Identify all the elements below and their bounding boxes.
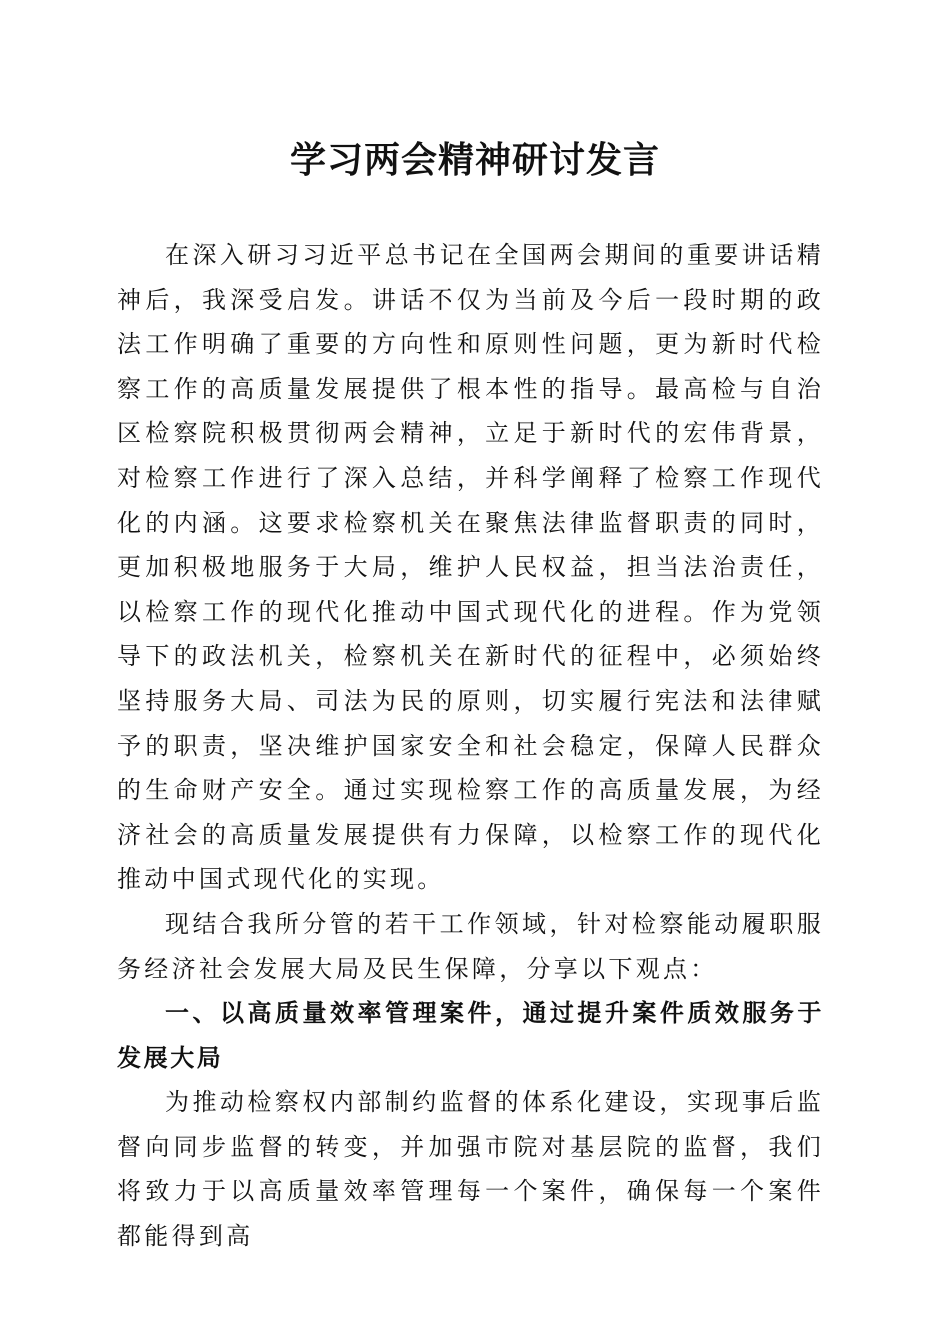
section-heading: 一、以高质量效率管理案件，通过提升案件质效服务于发展大局 (117, 999, 824, 1072)
document-title: 学习两会精神研讨发言 (289, 139, 660, 181)
intro-paragraph: 在深入研习习近平总书记在全国两会期间的重要讲话精神后，我深受启发。讲话不仅为当前及今后一段时期的政法工作明确了重要的方向性和原则性问题，更为新时代检察工作的高质量发展提供了根本性的指导。最高检与自治区检察院积极贯彻两会精神，立足于新时代的宏伟背景，对检察工作进行了深入总结，并科学阐释了检察工作现代化的内涵。这要求检察机关在聚焦法律监督职责的同时，更加积极地服务于大局，维护人民权益，担当法治责任，以检察工作的现代化推动中国式现代化的进程。作为党领导下的政法机关，检察机关在新时代的征程中，必须始终坚持服务大局、司法为民的原则，切实履行宪法和法律赋予的职责，坚决维护国家安全和社会稳定，保障人民群众的生命财产安全。通过实现检察工作的高质量发展，为经济社会的高质量发展提供有力保障，以检察工作的现代化推动中国式现代化的实现。 (117, 241, 824, 894)
document-body (117, 233, 824, 1259)
transition-paragraph: 现结合我所分管的若干工作领域，针对检察能动履职服务经济社会发展大局及民生保障，分享以下观点： (117, 909, 824, 983)
section-paragraph: 为推动检察权内部制约监督的体系化建设，实现事后监督向同步监督的转变，并加强市院对基层院的监督，我们将致力于以高质量效率管理每一个案件，确保每一个案件都能得到高 (117, 1088, 824, 1251)
